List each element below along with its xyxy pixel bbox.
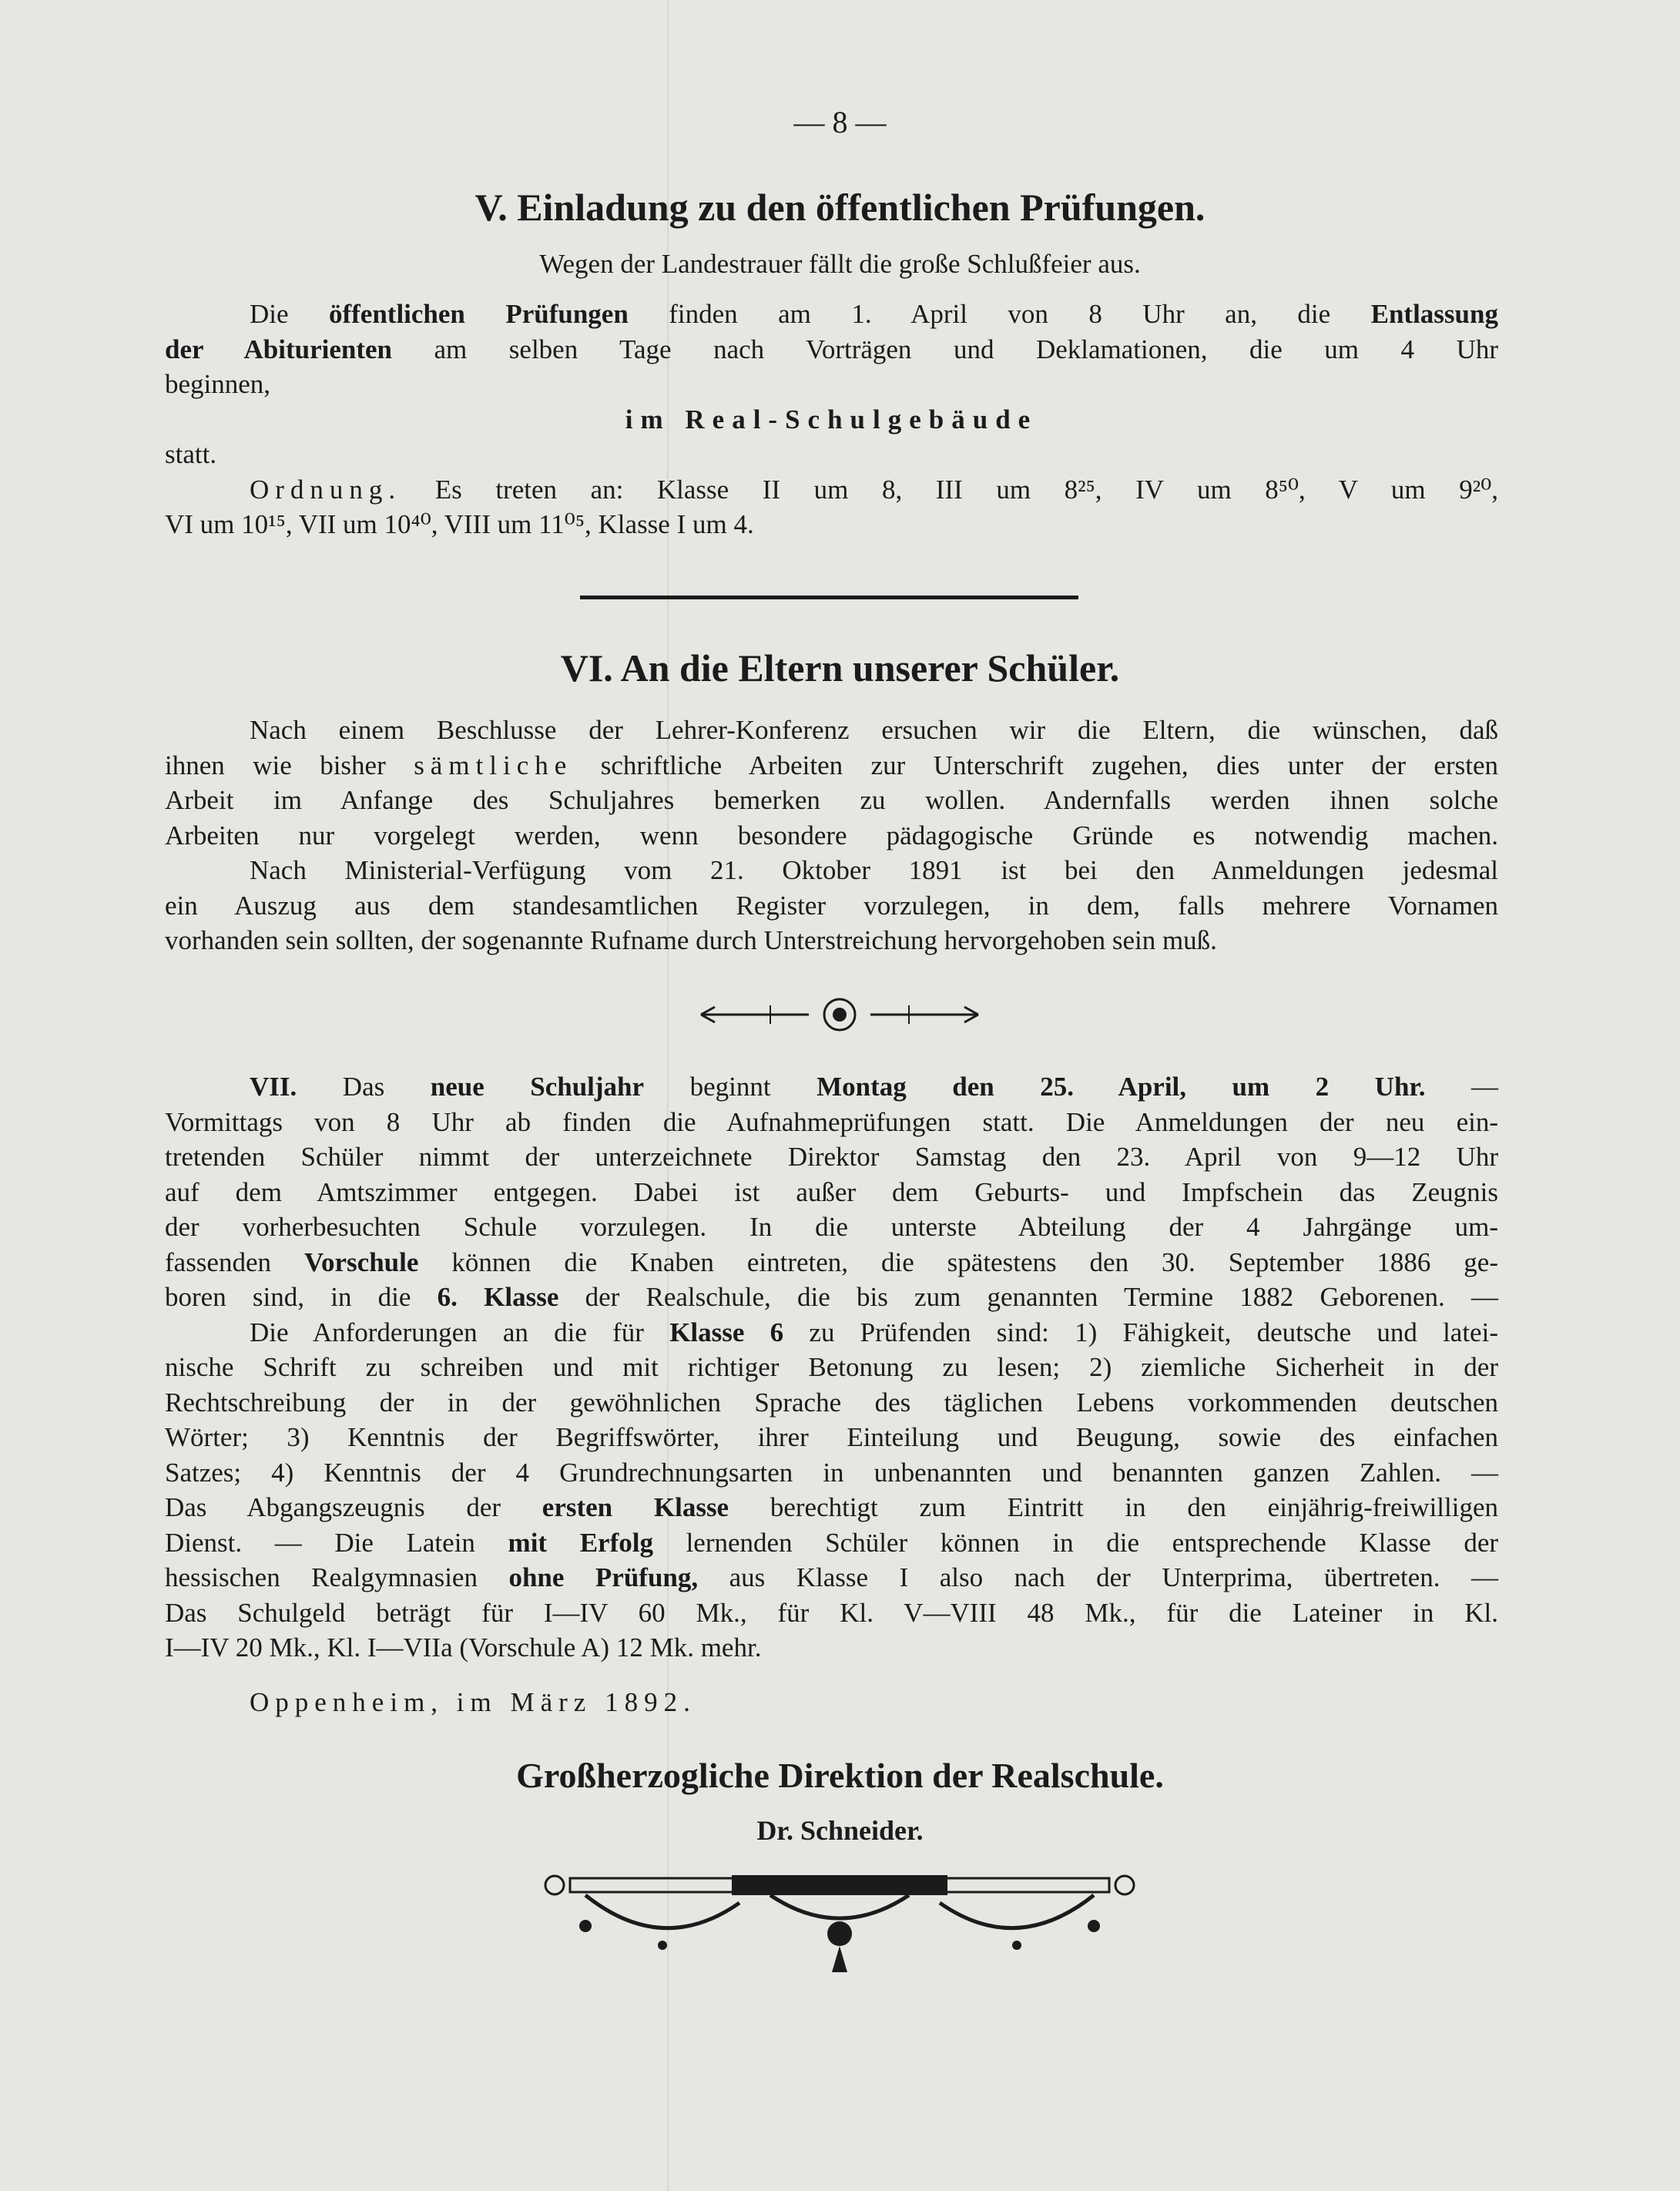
emphasized-text: neue Schuljahr — [430, 1072, 645, 1102]
text-line — [165, 402, 1498, 438]
text-line — [165, 1210, 1498, 1245]
text-segment: statt. — [165, 439, 217, 469]
text-segment: Das Schulgeld beträgt für I—IV 60 Mk., für Kl. V—VIII 48 Mk., für die Lateiner in Kl. — [165, 1597, 1498, 1628]
text-segment: Es treten an: Klasse II um 8, III um 8²⁵, IV um 8⁵⁰, V um 9²⁰, — [401, 474, 1498, 505]
section-vi-body — [165, 713, 1498, 958]
text-segment: ein Auszug aus dem standesamtlichen Register vorzulegen, in dem, falls mehrere Vornamen — [165, 890, 1498, 921]
emphasized-text: VII. — [250, 1072, 297, 1102]
text-segment: Die Anforderungen an die für — [250, 1317, 670, 1347]
ornament-vignette-icon — [539, 1872, 1140, 1980]
text-segment: I—IV 20 Mk., Kl. I—VIIa (Vorschule A) 12 Mk. mehr. — [165, 1632, 762, 1663]
text-line — [165, 1315, 1498, 1351]
text-segment: schriftliche Arbeiten zur Unterschrift zugehen, dies unter der ersten — [572, 750, 1499, 780]
text-segment: vorhanden sein sollten, der sogenannte Rufname durch Unterstreichung hervorgehoben sein muß. — [165, 925, 1217, 955]
emphasized-text: öffentlichen Prüfungen — [328, 299, 629, 329]
page-number: — 8 — — [793, 105, 887, 139]
text-segment: Ordnung. — [250, 474, 402, 505]
text-line — [165, 472, 1498, 508]
text-segment: Arbeiten nur vorgelegt werden, wenn besondere pädagogische Gründe es notwendig machen. — [165, 820, 1498, 851]
text-line — [165, 818, 1498, 854]
text-segment: der Realschule, die bis zum genannten Termine 1882 Geborenen. — — [558, 1282, 1498, 1312]
text-segment: sämtliche — [414, 750, 573, 780]
text-line — [165, 1595, 1498, 1631]
signature-name: Dr. Schneider. — [756, 1815, 924, 1846]
text-line — [165, 923, 1498, 958]
text-segment: beginnt — [644, 1072, 817, 1102]
text-segment: boren sind, in die — [165, 1282, 438, 1312]
text-line — [165, 1455, 1498, 1491]
text-line — [165, 297, 1498, 332]
text-segment: VI um 10¹⁵, VII um 10⁴⁰, VIII um 11⁰⁵, Klasse I um 4. — [165, 509, 754, 539]
text-segment: ihnen wie bisher — [165, 750, 414, 780]
text-segment: auf dem Amtszimmer entgegen. Dabei ist außer dem Geburts- und Impfschein das Zeugnis — [165, 1176, 1498, 1207]
text-segment: finden am 1. April von 8 Uhr an, die — [628, 299, 1371, 329]
text-line — [165, 853, 1498, 888]
emphasized-text: Montag den 25. April, um 2 Uhr. — [817, 1072, 1426, 1102]
text-segment: Das Abgangszeugnis der — [165, 1492, 542, 1522]
place-date: Oppenheim, im März 1892. — [250, 1687, 696, 1717]
emphasized-text: im Real-Schulgebäude — [625, 404, 1038, 435]
text-segment: Dienst. — Die Latein — [165, 1527, 508, 1558]
section-vii-body — [165, 1069, 1498, 1666]
text-line — [165, 1630, 1498, 1666]
text-line — [165, 1280, 1498, 1315]
emphasized-text: 6. Klasse — [437, 1282, 559, 1312]
text-segment: Vormittags von 8 Uhr ab finden die Aufnahmeprüfungen statt. Die Anmeldungen der neu ein- — [165, 1106, 1498, 1137]
text-line — [165, 437, 1498, 472]
text-line — [165, 783, 1498, 818]
text-line — [165, 1350, 1498, 1385]
text-line — [165, 332, 1498, 367]
text-line — [165, 713, 1498, 748]
text-line — [165, 888, 1498, 924]
emphasized-text: ersten Klasse — [542, 1492, 729, 1522]
emphasized-text: der Abiturienten — [165, 334, 392, 364]
text-line — [165, 1525, 1498, 1561]
text-segment: fassenden — [165, 1246, 304, 1277]
emphasized-text: ohne Prüfung, — [508, 1562, 699, 1592]
text-segment: Das — [297, 1072, 431, 1102]
text-line — [165, 367, 1498, 402]
emphasized-text: Vorschule — [303, 1246, 419, 1277]
section-v-heading: V. Einladung zu den öffentlichen Prüfungen. — [474, 186, 1206, 229]
text-segment: Nach Ministerial-Verfügung vom 21. Oktober 1891 ist bei den Anmeldungen jedesmal — [250, 855, 1498, 885]
text-line — [165, 748, 1498, 783]
text-segment: können die Knaben eintreten, die spätestens den 30. September 1886 ge- — [418, 1246, 1498, 1277]
text-segment: aus Klasse I also nach der Unterprima, übertreten. — — [698, 1562, 1498, 1592]
text-segment: lernenden Schüler können in die entsprechende Klasse der — [652, 1527, 1499, 1558]
text-line — [165, 1560, 1498, 1595]
text-segment: Arbeit im Anfange des Schuljahres bemerken zu wollen. Andernfalls werden ihnen solche — [165, 785, 1498, 815]
text-line — [165, 1245, 1498, 1280]
emphasized-text: Entlassung — [1370, 299, 1498, 329]
text-line — [165, 1385, 1498, 1421]
text-line — [165, 1105, 1498, 1140]
text-segment: beginnen, — [165, 369, 271, 399]
text-segment: Die — [250, 299, 329, 329]
text-segment: zu Prüfenden sind: 1) Fähigkeit, deutsche und latei- — [783, 1317, 1498, 1347]
text-line — [165, 1139, 1498, 1175]
text-segment: am selben Tage nach Vorträgen und Deklamationen, die um 4 Uhr — [392, 334, 1498, 364]
text-segment: — — [1425, 1072, 1499, 1102]
emphasized-text: mit Erfolg — [508, 1527, 653, 1558]
text-segment: nische Schrift zu schreiben und mit richtiger Betonung zu lesen; 2) ziemliche Sicherheit in der — [165, 1352, 1498, 1382]
text-segment: Wörter; 3) Kenntnis der Begriffswörter, ihrer Einteilung und Beugung, sowie des einfachen — [165, 1422, 1498, 1452]
section-vi-heading: VI. An die Eltern unserer Schüler. — [560, 646, 1120, 690]
emphasized-text: Klasse 6 — [669, 1317, 784, 1347]
section-v-body — [165, 297, 1498, 542]
mourning-note: Wegen der Landestrauer fällt die große Schlußfeier aus. — [539, 249, 1141, 279]
text-line — [165, 1490, 1498, 1525]
text-segment: der vorherbesuchten Schule vorzulegen. In die unterste Abteilung der 4 Jahrgänge um- — [165, 1212, 1498, 1242]
text-segment: hessischen Realgymnasien — [165, 1562, 509, 1592]
text-line — [165, 1420, 1498, 1455]
text-segment: tretenden Schüler nimmt der unterzeichnete Direktor Samstag den 23. April von 9—12 Uhr — [165, 1142, 1498, 1172]
text-segment: Nach einem Beschlusse der Lehrer-Konferenz ersuchen wir die Eltern, die wünschen, daß — [250, 715, 1498, 745]
text-segment: berechtigt zum Eintritt in den einjährig-freiwilligen — [729, 1492, 1499, 1522]
text-segment: Satzes; 4) Kenntnis der 4 Grundrechnungsarten in unbenannten und benannten ganzen Zahlen. — — [165, 1457, 1498, 1488]
text-line — [165, 1175, 1498, 1210]
signature-institution: Großherzogliche Direktion der Realschule. — [516, 1756, 1164, 1795]
text-line — [165, 507, 1498, 542]
section-divider — [580, 596, 1078, 599]
text-line — [165, 1069, 1498, 1105]
text-segment: Rechtschreibung der in der gewöhnlichen Sprache des täglichen Lebens vorkommenden deutschen — [165, 1387, 1498, 1418]
ornament-divider-icon — [693, 998, 986, 1032]
